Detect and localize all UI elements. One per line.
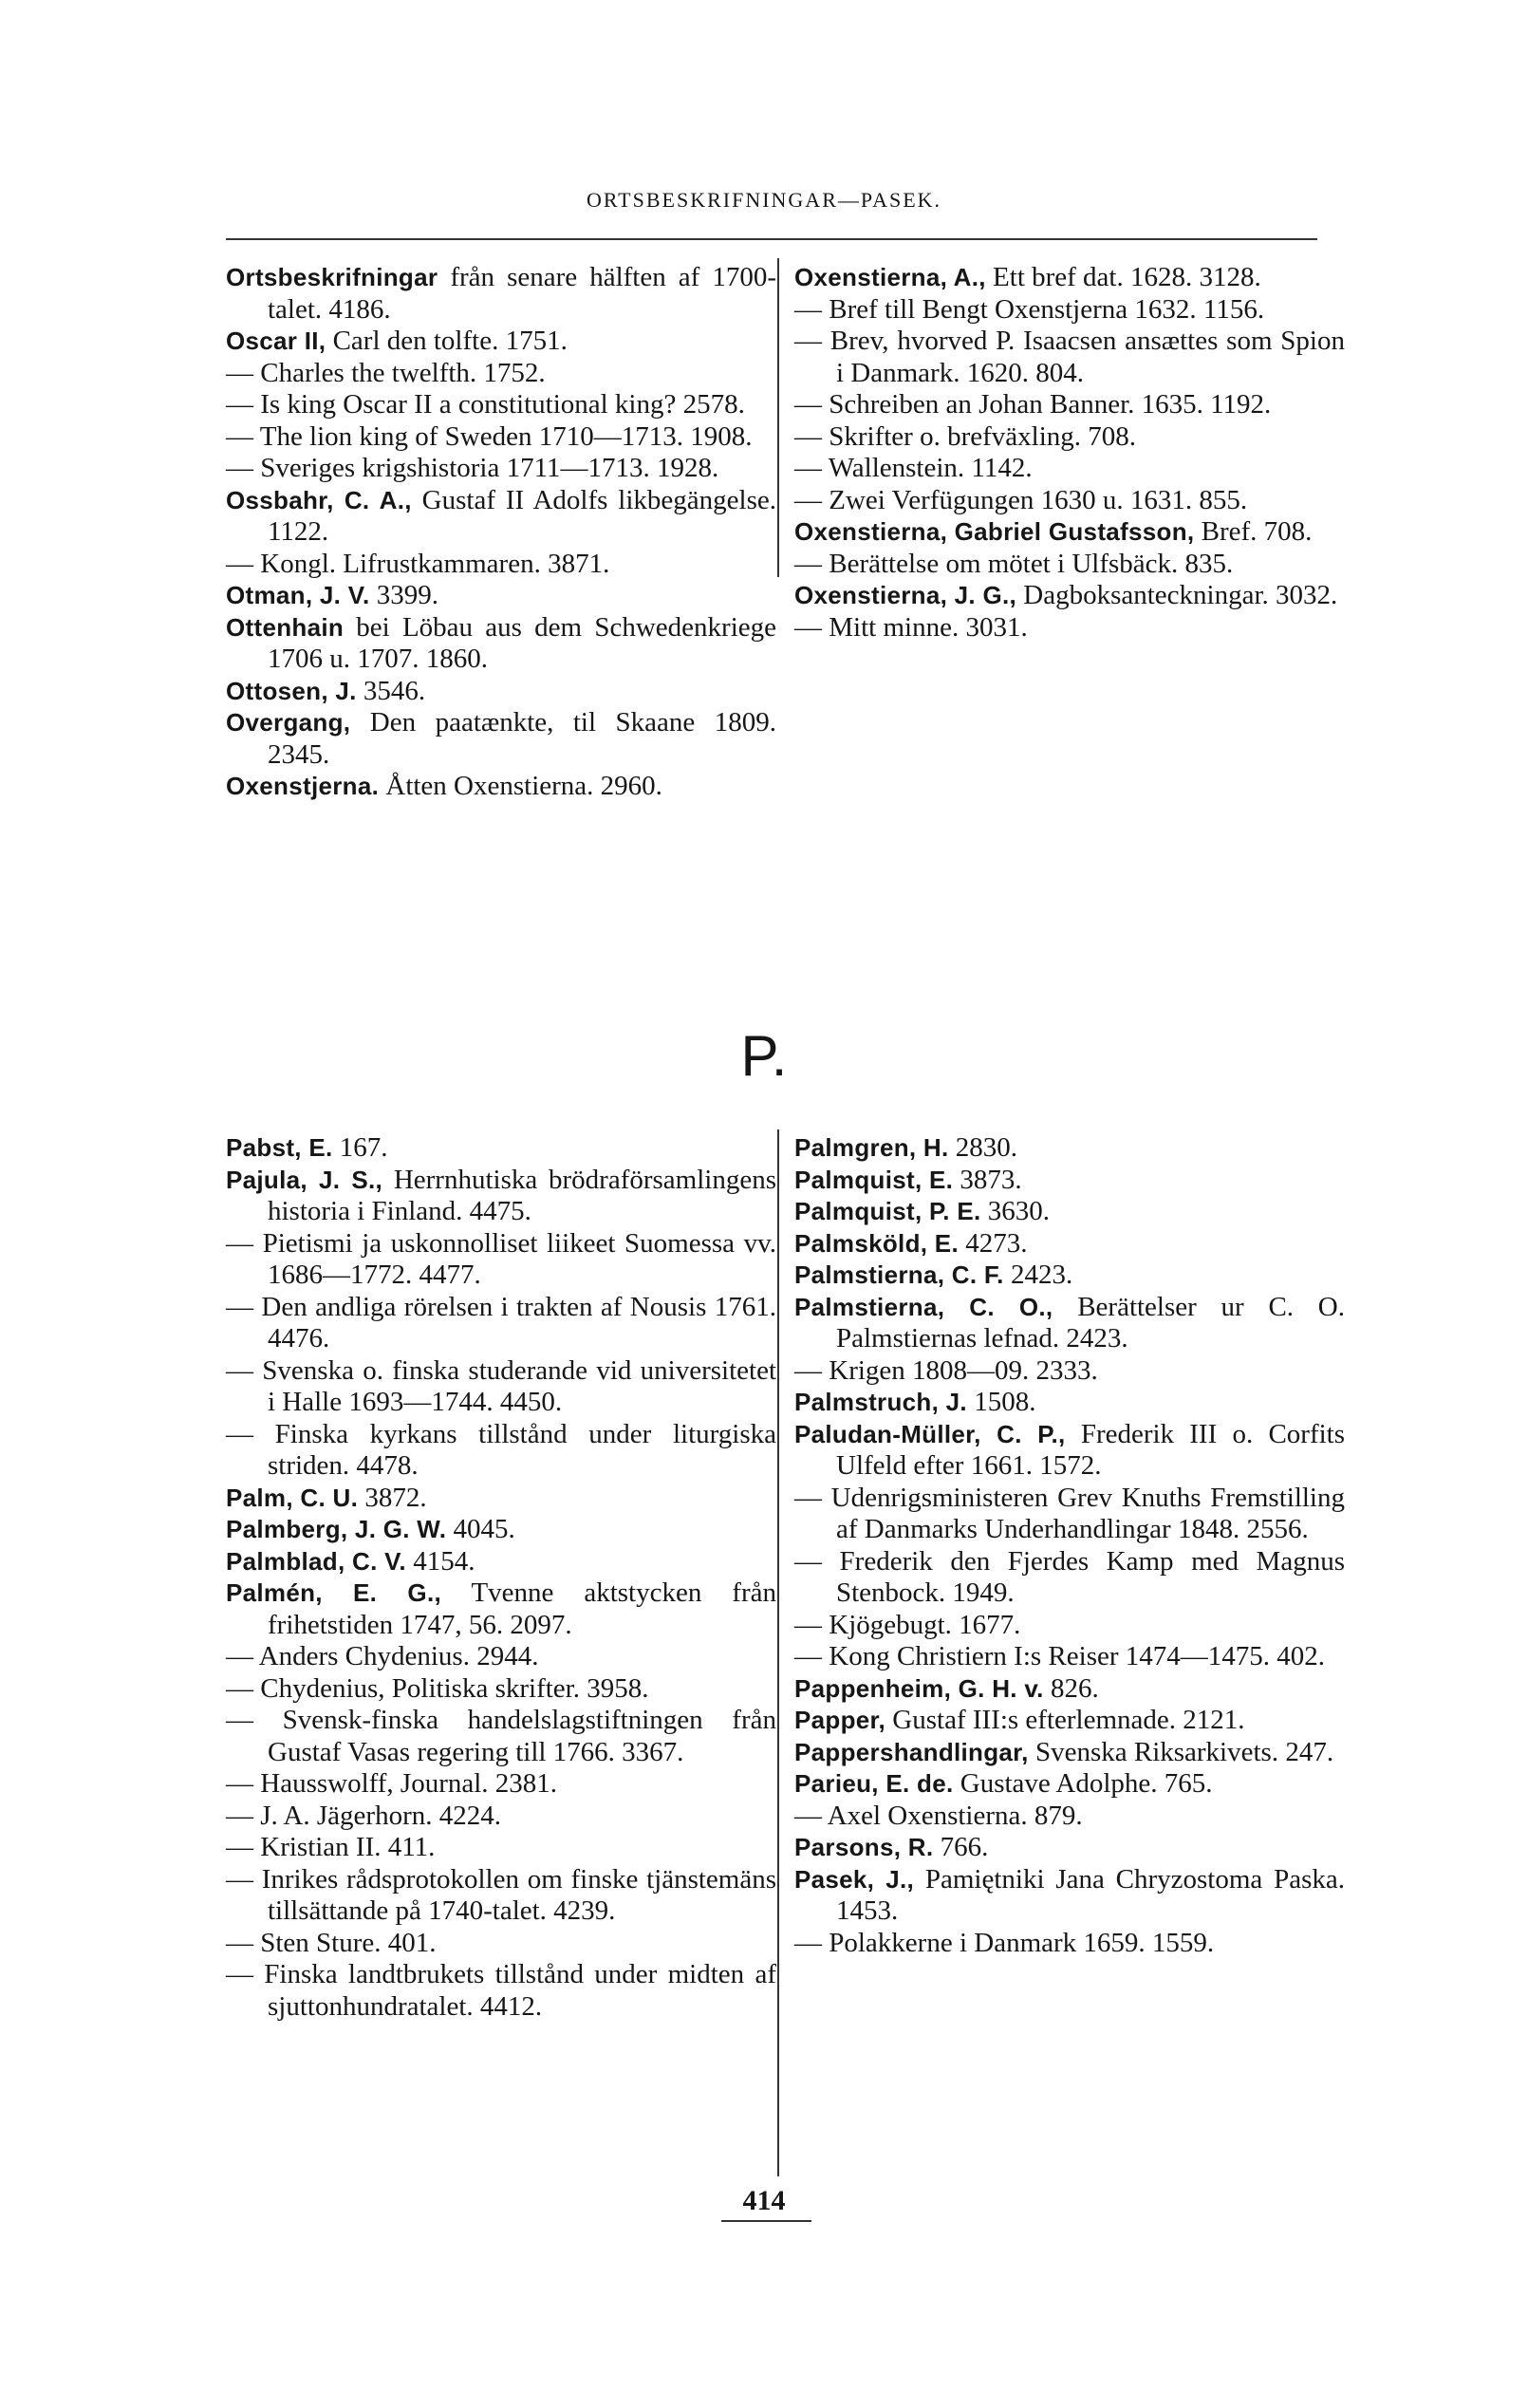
- index-entry: [794, 1832, 1345, 1864]
- entry-text: 167.: [339, 1132, 388, 1163]
- entry-text: — Axel Oxenstierna. 879.: [794, 1800, 1083, 1831]
- entry-heading: Palmblad, C. V.: [226, 1546, 406, 1576]
- index-entry: [794, 1228, 1345, 1260]
- index-entry: [226, 262, 776, 326]
- index-entry: [226, 326, 776, 358]
- entry-heading: Oxenstierna, A.,: [794, 263, 986, 291]
- entry-text: Åtten Oxenstierna. 2960.: [385, 771, 662, 801]
- entry-text: — Skrifter o. brefväxling. 708.: [794, 420, 1137, 452]
- entry-heading: Parsons, R.: [794, 1833, 934, 1861]
- entry-text: — The lion king of Sweden 1710—1713. 1908.: [226, 420, 753, 452]
- index-entry: [226, 1959, 776, 2023]
- entry-heading: Pajula, J. S.,: [226, 1165, 383, 1194]
- column-o-left: [226, 262, 776, 803]
- index-entry: [794, 1928, 1345, 1960]
- entry-text: Dagboksanteckningar. 3032.: [1023, 580, 1338, 610]
- entry-heading: Palmquist, P. E.: [794, 1197, 981, 1225]
- index-entry: [794, 389, 1345, 421]
- index-entry: [226, 1928, 776, 1960]
- header-rule: [226, 238, 1317, 240]
- entry-heading: Palmstruch, J.: [794, 1388, 967, 1416]
- entry-text: — Berättelse om mötet i Ulfsbäck. 835.: [794, 548, 1234, 579]
- entry-text: Ett bref dat. 1628. 3128.: [993, 262, 1261, 292]
- entry-text: 766.: [940, 1832, 989, 1862]
- index-entry: [226, 612, 776, 676]
- entry-text: — Finska kyrkans tillstånd under liturgiska striden. 4478.: [226, 1418, 776, 1481]
- entry-heading: Oscar II,: [226, 327, 326, 355]
- index-entry: [226, 676, 776, 708]
- index-entry: [226, 421, 776, 454]
- index-entry: [226, 1292, 776, 1355]
- entry-text: Carl den tolfte. 1751.: [332, 326, 568, 356]
- entry-heading: Parieu, E. de.: [794, 1769, 954, 1798]
- entry-text: från senare hälften af 1700-talet. 4186.: [268, 262, 777, 325]
- entry-heading: Pasek, J.,: [794, 1864, 915, 1894]
- index-entry: [226, 771, 776, 803]
- index-entry: [794, 1705, 1345, 1737]
- entry-text: bei Löbau aus dem Schwedenkriege 1706 u. 1707. 1860.: [268, 611, 777, 674]
- index-entry: [226, 1768, 776, 1801]
- index-entry: [226, 1705, 776, 1768]
- entry-text: — J. A. Jägerhorn. 4224.: [226, 1800, 501, 1831]
- column-divider-o: [777, 258, 779, 577]
- entry-text: Bref. 708.: [1201, 516, 1313, 547]
- index-entry: [794, 1610, 1345, 1642]
- entry-heading: Palmén, E. G.,: [226, 1578, 441, 1607]
- entry-text: 826.: [1050, 1672, 1099, 1704]
- index-entry: [794, 1801, 1345, 1833]
- index-entry: [794, 1260, 1345, 1292]
- entry-text: — Hausswolff, Journal. 2381.: [226, 1768, 558, 1799]
- index-entry: [226, 1546, 776, 1578]
- index-entry: [226, 1132, 776, 1165]
- page-number-rule: [721, 2220, 811, 2222]
- entry-heading: Ottosen, J.: [226, 676, 357, 705]
- entry-text: 2830.: [955, 1132, 1018, 1163]
- index-entry: [226, 1801, 776, 1833]
- entry-heading: Papper,: [794, 1706, 886, 1734]
- index-entry: [794, 485, 1345, 517]
- index-entry: [794, 453, 1345, 485]
- entry-text: 3873.: [960, 1164, 1022, 1195]
- entry-text: — Kong Christiern I:s Reiser 1474—1475. 402.: [794, 1641, 1326, 1671]
- index-entry: [794, 262, 1345, 294]
- entry-text: — Sten Sture. 401.: [226, 1927, 437, 1958]
- entry-text: 4045.: [453, 1514, 515, 1544]
- column-p-left: [226, 1132, 776, 2023]
- entry-text: — Den andliga rörelsen i trakten af Nousis 1761. 4476.: [226, 1291, 776, 1353]
- index-entry: [794, 1196, 1345, 1228]
- column-p-right: [794, 1132, 1345, 1959]
- index-entry: [226, 453, 776, 485]
- index-entry: [794, 326, 1345, 389]
- entry-heading: Palmgren, H.: [794, 1133, 949, 1162]
- entry-text: — Wallenstein. 1142.: [794, 453, 1033, 483]
- entry-text: Gustaf III:s efterlemnade. 2121.: [892, 1705, 1245, 1735]
- entry-heading: Ottenhain: [226, 612, 345, 642]
- index-entry: [226, 549, 776, 581]
- entry-text: — Krigen 1808—09. 2333.: [794, 1354, 1098, 1386]
- column-divider-p: [777, 1129, 779, 2176]
- index-entry: [794, 1641, 1345, 1673]
- entry-text: — Svensk-finska handelslagstiftningen från Gustaf Vasas regering till 1766. 3367.: [226, 1705, 776, 1767]
- entry-text: — Charles the twelfth. 1752.: [226, 357, 546, 388]
- index-entry: [794, 1737, 1345, 1769]
- entry-heading: Pappenheim, G. H. v.: [794, 1673, 1044, 1703]
- index-entry: [226, 485, 776, 549]
- index-entry: [226, 358, 776, 390]
- entry-text: — Is king Oscar II a constitutional king? 2578.: [226, 389, 745, 420]
- index-entry: [226, 1355, 776, 1419]
- index-entry: [226, 1577, 776, 1641]
- entry-text: — Kristian II. 411.: [226, 1832, 436, 1862]
- index-entry: [794, 294, 1345, 327]
- index-entry: [794, 516, 1345, 549]
- index-entry: [794, 1483, 1345, 1546]
- entry-heading: Oxenstierna, Gabriel Gustafsson,: [794, 517, 1195, 546]
- entry-text: — Chydenius, Politiska skrifter. 3958.: [226, 1672, 649, 1704]
- running-head: ORTSBESKRIFNINGAR—PASEK.: [586, 188, 942, 212]
- entry-text: — Frederik den Fjerdes Kamp med Magnus Stenbock. 1949.: [794, 1545, 1345, 1608]
- entry-text: 2423.: [1010, 1260, 1073, 1290]
- entry-text: — Finska landtbrukets tillstånd under midten af sjuttonhundratalet. 4412.: [226, 1959, 776, 2022]
- entry-text: — Kjögebugt. 1677.: [794, 1609, 1021, 1640]
- entry-text: — Anders Chydenius. 2944.: [226, 1641, 539, 1671]
- index-entry: [794, 1132, 1345, 1165]
- index-entry: [794, 1673, 1345, 1706]
- entry-text: Herrnhutiska brödraförsamlingens historia i Finland. 4475.: [268, 1164, 777, 1226]
- entry-text: Tvenne aktstycken från frihetstiden 1747, 56. 2097.: [268, 1577, 776, 1640]
- index-entry: [226, 1228, 776, 1292]
- index-entry: [226, 580, 776, 612]
- entry-text: — Schreiben an Johan Banner. 1635. 1192.: [794, 389, 1272, 420]
- entry-heading: Otman, J. V.: [226, 581, 370, 609]
- entry-text: Berättelser ur C. O. Palmstiernas lefnad. 2423.: [836, 1291, 1345, 1353]
- entry-text: Frederik III o. Corfits Ulfeld efter 1661. 1572.: [836, 1418, 1345, 1481]
- entry-heading: Paludan-Müller, C. P.,: [794, 1419, 1066, 1448]
- index-entry: [794, 1165, 1345, 1197]
- entry-text: — Mitt minne. 3031.: [794, 611, 1028, 643]
- entry-text: Svenska Riksarkivets. 247.: [1034, 1736, 1334, 1767]
- entry-text: — Zwei Verfügungen 1630 u. 1631. 855.: [794, 484, 1248, 515]
- entry-text: — Svenska o. finska studerande vid universitetet i Halle 1693—1744. 4450.: [226, 1354, 776, 1417]
- section-letter: P.: [740, 1024, 788, 1088]
- entry-text: 4273.: [965, 1227, 1028, 1259]
- index-entry: [226, 1514, 776, 1546]
- index-entry: [226, 1419, 776, 1483]
- index-entry: [794, 612, 1345, 644]
- entry-text: — Brev, hvorved P. Isaacsen ansættes som Spion i Danmark. 1620. 804.: [794, 326, 1345, 388]
- entry-heading: Overgang,: [226, 708, 351, 737]
- entry-text: Den paatænkte, til Skaane 1809. 2345.: [268, 707, 776, 770]
- entry-text: 4154.: [413, 1545, 475, 1577]
- entry-text: — Inrikes rådsprotokollen om finske tjänstemäns tillsättande på 1740-talet. 4239.: [226, 1863, 776, 1926]
- entry-text: — Kongl. Lifrustkammaren. 3871.: [226, 548, 610, 579]
- index-entry: [794, 421, 1345, 454]
- index-entry: [794, 1864, 1345, 1928]
- index-entry: [794, 1387, 1345, 1419]
- entry-text: Gustaf II Adolfs likbegängelse. 1122.: [268, 484, 776, 547]
- index-entry: [226, 1641, 776, 1673]
- entry-text: 3399.: [376, 580, 438, 610]
- index-entry: [794, 580, 1345, 612]
- entry-text: 3546.: [363, 675, 426, 706]
- entry-heading: Oxenstjerna.: [226, 772, 380, 800]
- index-entry: [226, 1864, 776, 1928]
- entry-heading: Palmsköld, E.: [794, 1228, 959, 1258]
- index-entry: [794, 1546, 1345, 1610]
- entry-heading: Palm, C. U.: [226, 1483, 359, 1512]
- entry-text: 3872.: [364, 1482, 427, 1513]
- index-entry: [226, 389, 776, 421]
- entry-heading: Palmberg, J. G. W.: [226, 1515, 447, 1543]
- page-number: 414: [742, 2185, 786, 2216]
- entry-heading: Oxenstierna, J. G.,: [794, 581, 1017, 609]
- index-entry: [794, 1355, 1345, 1388]
- index-entry: [794, 549, 1345, 581]
- index-entry: [794, 1768, 1345, 1801]
- index-entry: [794, 1419, 1345, 1483]
- index-entry: [226, 1673, 776, 1706]
- index-entry: [226, 707, 776, 771]
- entry-text: — Polakkerne i Danmark 1659. 1559.: [794, 1927, 1215, 1958]
- entry-heading: Palmquist, E.: [794, 1165, 954, 1194]
- entry-text: 1508.: [974, 1387, 1036, 1417]
- entry-heading: Pabst, E.: [226, 1133, 333, 1162]
- entry-text: — Bref till Bengt Oxenstjerna 1632. 1156.: [794, 293, 1265, 325]
- index-entry: [226, 1483, 776, 1515]
- entry-heading: Pappershandlingar,: [794, 1737, 1029, 1766]
- entry-heading: Ortsbeskrifningar: [226, 263, 438, 291]
- entry-text: Pamiętniki Jana Chryzostoma Paska. 1453.: [836, 1863, 1345, 1926]
- entry-text: 3630.: [987, 1196, 1050, 1226]
- entry-heading: Palmstierna, C. O.,: [794, 1292, 1053, 1321]
- entry-text: — Pietismi ja uskonnolliset liikeet Suomessa vv. 1686—1772. 4477.: [226, 1227, 776, 1290]
- entry-text: — Udenrigsministeren Grev Knuths Fremstilling af Danmarks Underhandlingar 1848. 2556.: [794, 1482, 1345, 1544]
- index-entry: [794, 1292, 1345, 1355]
- index-entry: [226, 1832, 776, 1864]
- entry-text: — Sveriges krigshistoria 1711—1713. 1928.: [226, 453, 719, 483]
- index-entry: [226, 1165, 776, 1228]
- column-o-right: [794, 262, 1345, 644]
- entry-heading: Ossbahr, C. A.,: [226, 485, 412, 514]
- entry-heading: Palmstierna, C. F.: [794, 1260, 1004, 1289]
- entry-text: Gustave Adolphe. 765.: [960, 1768, 1213, 1799]
